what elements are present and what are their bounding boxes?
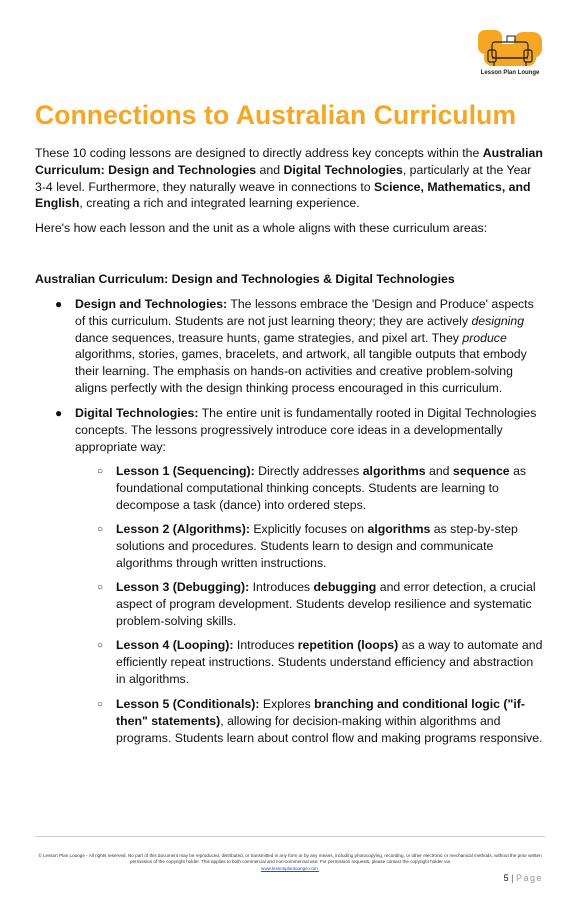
intro-paragraph: These 10 coding lessons are designed to directly address key concepts within the Australian Curriculum: Design and Technologies and Digital Technologies, particularly at the Year 3-4 level. Furthermore, they naturally weave in connections to Science, Mathematics, and English, creating a rich and integrated learning experience. xyxy=(35,146,543,211)
sub-bullet-icon: ○ xyxy=(97,524,104,535)
sub-bullet-icon: ○ xyxy=(97,640,104,651)
lesson-5-item: Lesson 5 (Conditionals): Explores branching and conditional logic ("if-then" statements), allowing for decision-making within algorithms and programs. Students learn about control flow and making programs responsive. xyxy=(116,697,543,745)
sub-bullet-icon: ○ xyxy=(97,699,104,710)
logo-caption: Lesson Plan Lounge xyxy=(480,70,540,76)
lesson-4-item: Lesson 4 (Looping): Introduces repetition (loops) as a way to automate and efficiently repeat instructions. Students understand efficiency and abstraction in algorithms. xyxy=(116,638,543,686)
bullet-digital-technologies: Digital Technologies: The entire unit is fundamentally rooted in Digital Technologies concepts. The lessons progressively introduce core ideas in a developmentally appropriate way: xyxy=(75,406,537,454)
bullet-icon: ● xyxy=(55,297,63,311)
footer-divider xyxy=(35,836,545,837)
sub-bullet-icon: ○ xyxy=(97,582,104,593)
copyright-footer: © Lesson Plan Lounge - All rights reserved. No part of this document may be reproduced, distributed, or transmitted in any form or by any means, including photocopying, recording, or other electronic or mechanical methods, without the prior written permission of the copyright holder. This applies to both commercial and non-commercial use. For permission requests, please contact the copyright holder via www.lessonplanlounge.com. xyxy=(38,853,542,871)
bullet-icon: ● xyxy=(55,406,63,420)
lesson-1-item: Lesson 1 (Sequencing): Directly addresses algorithms and sequence as foundational computational thinking concepts. Students are learning to decompose a task (dance) into ordered steps. xyxy=(116,464,527,512)
page-number: 5 | Page xyxy=(503,873,543,883)
website-link[interactable]: www.lessonplanlounge.com. xyxy=(261,865,319,871)
bullet-design-technologies: Design and Technologies: The lessons embrace the 'Design and Produce' aspects of this curriculum. Students are not just learning theory; they are actively designing dance sequences, treasure hunts, game strategies, and pixel art. They produce algorithms, stories, games, bracelets, and artwork, all tangible outputs that embody their learning. The emphasis on hands-on activities and creative problem-solving aligns perfectly with the design thinking process encouraged in this curriculum. xyxy=(75,297,534,395)
sub-bullet-icon: ○ xyxy=(97,466,104,477)
lesson-2-item: Lesson 2 (Algorithms): Explicitly focuses on algorithms as step-by-step solutions and procedures. Students learn to design and communicate algorithms through written instructions. xyxy=(116,522,518,570)
lesson-3-item: Lesson 3 (Debugging): Introduces debugging and error detection, a crucial aspect of program development. Students develop resilience and systematic problem-solving skills. xyxy=(116,580,536,628)
section-heading: Australian Curriculum: Design and Technologies & Digital Technologies xyxy=(35,272,455,286)
page-title: Connections to Australian Curriculum xyxy=(35,100,517,130)
alignment-paragraph: Here's how each lesson and the unit as a whole aligns with these curriculum areas: xyxy=(35,221,488,235)
